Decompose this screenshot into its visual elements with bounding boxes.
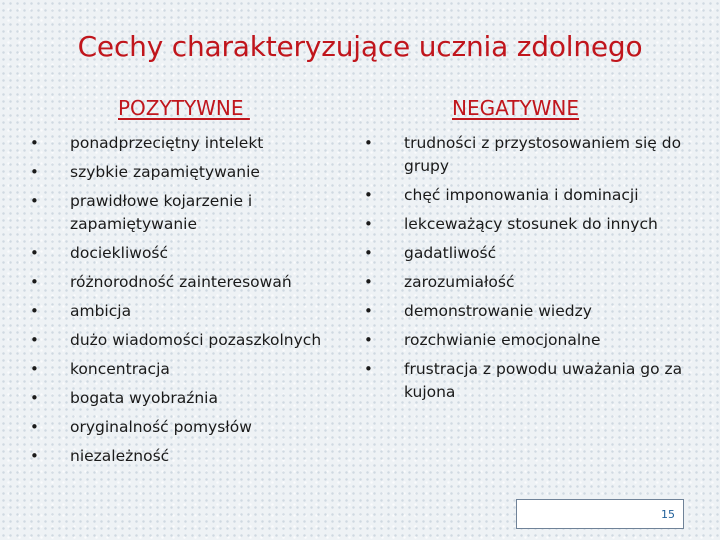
list-item — [28, 355, 358, 384]
list-item-text: oryginalność pomysłów — [70, 418, 252, 436]
bullet-icon: • — [30, 360, 39, 378]
list-item — [28, 384, 358, 413]
bullet-icon: • — [364, 331, 373, 349]
list-item-text: bogata wyobraźnia — [70, 389, 218, 407]
bullet-icon: • — [364, 215, 373, 233]
list-item — [28, 239, 358, 268]
negative-heading: NEGATYWNE — [452, 96, 580, 120]
bullet-icon: • — [364, 244, 373, 262]
list-item — [362, 297, 682, 326]
list-item-text: ambicja — [70, 302, 132, 320]
list-item-text: różnorodność zainteresowań — [70, 273, 292, 291]
list-item — [28, 268, 358, 297]
bullet-icon: • — [30, 134, 39, 152]
positive-heading: POZYTYWNE — [118, 96, 250, 120]
list-item — [28, 413, 358, 442]
bullet-icon: • — [30, 418, 39, 436]
list-item — [28, 326, 358, 355]
list-item-text: trudności z przystosowaniem się do grupy — [404, 134, 682, 175]
list-item — [362, 326, 682, 355]
bullet-icon: • — [30, 244, 39, 262]
list-item-text: prawidłowe kojarzenie i zapamiętywanie — [70, 192, 253, 233]
list-item-text: demonstrowanie wiedzy — [404, 302, 592, 320]
list-item-text: frustracja z powodu uważania go za kujona — [404, 360, 683, 401]
list-item — [362, 239, 682, 268]
list-item — [28, 129, 358, 158]
list-item — [362, 268, 682, 297]
list-item-text: dużo wiadomości pozaszkolnych — [70, 331, 322, 349]
bullet-icon: • — [364, 134, 373, 152]
bullet-icon: • — [30, 447, 39, 465]
bullet-icon: • — [364, 302, 373, 320]
list-item — [362, 181, 682, 210]
list-item-text: niezależność — [70, 447, 170, 465]
list-item-text: gadatliwość — [404, 244, 497, 262]
negative-traits-list — [362, 129, 682, 407]
list-item — [28, 187, 280, 239]
bullet-icon: • — [364, 273, 373, 291]
list-item-text: szybkie zapamiętywanie — [70, 163, 260, 181]
list-item-text: chęć imponowania i dominacji — [404, 186, 639, 204]
positive-traits-list — [28, 129, 358, 471]
list-item — [362, 129, 714, 181]
page-number: 15 — [661, 508, 675, 521]
list-item-text: lekceważący stosunek do innych — [404, 215, 658, 233]
bullet-icon: • — [364, 360, 373, 378]
bullet-icon: • — [30, 192, 39, 210]
list-item — [362, 355, 714, 407]
bullet-icon: • — [364, 186, 373, 204]
bullet-icon: • — [30, 389, 39, 407]
slide-title: Cechy charakteryzujące ucznia zdolnego — [77, 30, 643, 63]
list-item — [28, 297, 358, 326]
list-item-text: koncentracja — [70, 360, 170, 378]
list-item — [28, 442, 358, 471]
bullet-icon: • — [30, 302, 39, 320]
list-item-text: ponadprzeciętny intelekt — [70, 134, 264, 152]
list-item-text: dociekliwość — [70, 244, 169, 262]
list-item-text: zarozumiałość — [404, 273, 515, 291]
list-item-text: rozchwianie emocjonalne — [404, 331, 601, 349]
bullet-icon: • — [30, 163, 39, 181]
list-item — [28, 158, 358, 187]
bullet-icon: • — [30, 331, 39, 349]
page-number-box — [516, 499, 684, 529]
list-item — [362, 210, 682, 239]
bullet-icon: • — [30, 273, 39, 291]
